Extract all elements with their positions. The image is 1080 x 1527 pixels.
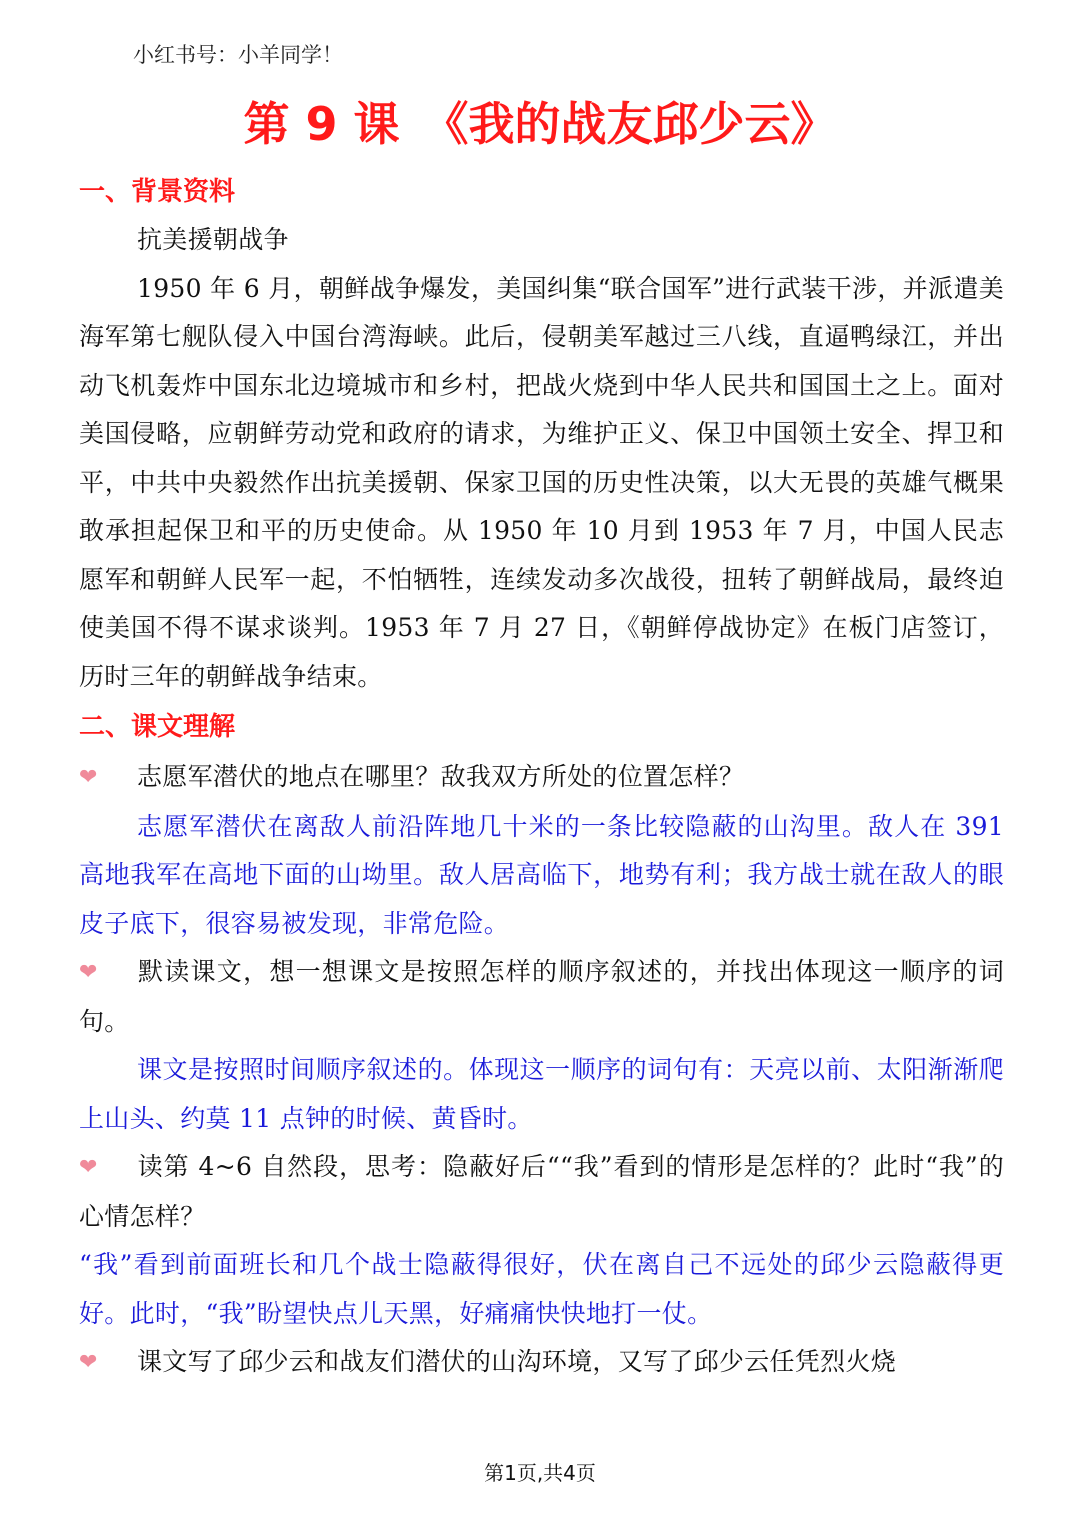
- background-subtitle: 抗美援朝战争: [137, 225, 289, 254]
- section-heading-background: 一、背景资料: [79, 177, 236, 207]
- watermark: 小红书号：小羊同学！: [133, 43, 343, 67]
- page-number: 第1页,共4页: [484, 1461, 596, 1485]
- background-body: 1950 年 6 月，朝鲜战争爆发，美国纠集“联合国军”进行武装干涉，并派遣美海军第七舰队侵入中国台湾海峡。此后，侵朝美军越过三八线，直逼鸭绿江，并出动飞机轰炸中国东北边境城市和乡村，把战火烧到中华人民共和国国土之上。面对美国侵略，应朝鲜劳动党和政府的请求，为维护正义、保卫中国领土安全、捍卫和平，中共中央毅然作出抗美援朝、保家卫国的历史性决策，以大无畏的英雄气概果敢承担起保卫和平的历史使命。从 1950 年 10 月到 1953 年 7 月，中国人民志愿军和朝鲜人民军一起，不怕牺牲，连续发动多次战役，扭转了朝鲜战局，最终迫使美国不得不谋求谈判。1953 年 7 月 27 日，《朝鲜停战协定》在板门店签订，历时三年的朝鲜战争结束。: [79, 273, 1004, 691]
- answer-3: “我”看到前面班长和几个战士隐蔽得很好，伏在离自己不远处的邱少云隐蔽得更好。此时，“我”盼望快点儿天黑，好痛痛快快地打一仗。: [79, 1250, 1004, 1328]
- section-heading-comprehension: 二、课文理解: [79, 712, 236, 742]
- heart-icon: ❤: [79, 1155, 98, 1180]
- page-title: 第 9 课 《我的战友邱少云》: [243, 97, 837, 151]
- document-body: [79, 170, 1004, 1388]
- question-4: [79, 1338, 1004, 1388]
- answer-1: 志愿军潜伏在离敌人前沿阵地几十米的一条比较隐蔽的山沟里。敌人在 391 高地我军在高地下面的山坳里。敌人居高临下，地势有利；我方战士就在敌人的眼皮子底下，很容易被发现，非常危险。: [79, 811, 1004, 938]
- question-2-text: 默读课文，想一想课文是按照怎样的顺序叙述的，并找出体现这一顺序的词句。: [79, 957, 1004, 1036]
- heart-icon: ❤: [79, 765, 98, 790]
- answer-2: 课文是按照时间顺序叙述的。体现这一顺序的词句有：天亮以前、太阳渐渐爬上山头、约莫 11 点钟的时候、黄昏时。: [79, 1055, 1004, 1133]
- question-3: [79, 1143, 1004, 1241]
- heart-icon: ❤: [79, 1350, 98, 1375]
- question-4-text: 课文写了邱少云和战友们潜伏的山沟环境，又写了邱少云任凭烈火烧: [137, 1347, 897, 1376]
- question-3-text: 读第 4~6 自然段，思考：隐蔽好后““我”看到的情形是怎样的？此时“我”的心情怎样？: [79, 1152, 1004, 1231]
- question-2: [79, 948, 1004, 1046]
- question-1: [79, 753, 1004, 803]
- heart-icon: ❤: [79, 960, 98, 985]
- question-1-text: 志愿军潜伏的地点在哪里？敌我双方所处的位置怎样？: [137, 762, 745, 791]
